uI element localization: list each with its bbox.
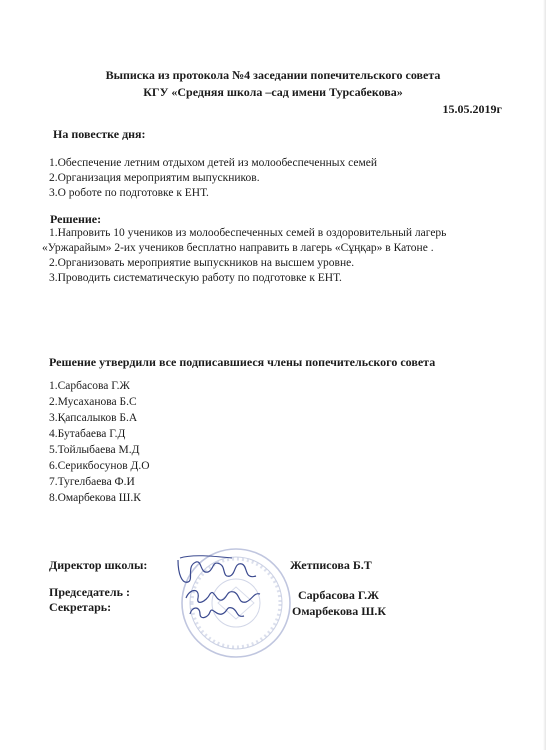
secretary-signature-icon (186, 600, 246, 624)
director-label: Директор школы: (49, 558, 148, 572)
director-name: Жетписова Б.Т (290, 558, 372, 572)
secretary-name: Омарбекова Ш.К (292, 604, 387, 618)
member-item: 1.Сарбасова Г.Ж (49, 380, 130, 392)
member-item: 2.Мусаханова Б.С (49, 396, 137, 408)
member-item: 3.Қапсалыков Б.А (49, 412, 138, 424)
member-item: 8.Омарбекова Ш.К (49, 492, 141, 504)
member-item: 6.Серикбосунов Д.О (49, 460, 150, 472)
agenda-heading: На повестке дня: (53, 127, 146, 141)
decision-line: 1.Напровить 10 учеников из молообеспеченных семей в оздоровительный лагерь (49, 227, 447, 239)
decision-heading: Решение: (50, 212, 102, 226)
decision-line: 2.Организовать мероприятие выпускников на высшем уровне. (49, 257, 355, 269)
chair-label: Председатель : (49, 585, 130, 599)
agenda-item: 3.О роботе по подготовке к ЕНТ. (49, 187, 209, 199)
secretary-label: Секретарь: (49, 600, 112, 614)
title-line-1: Выписка из протокола №4 заседании попечительского совета (105, 68, 441, 82)
document-date: 15.05.2019г (442, 102, 502, 116)
title-line-2: КГУ «Средняя школа –сад имени Турсабекова» (143, 85, 403, 99)
decision-line: 3.Проводить систематическую работу по подготовке к ЕНТ. (49, 272, 342, 284)
agenda-item: 2.Организация мероприятим выпускников. (49, 172, 260, 184)
agenda-item: 1.Обеспечение летним отдыхом детей из молообеспеченных семей (49, 157, 378, 169)
decision-line: «Уржарайым» 2-их учеников бесплатно направить в лагерь «Сұңқар» в Катоне . (42, 242, 434, 254)
member-item: 5.Тойлыбаева М.Д (49, 444, 140, 456)
chair-name: Сарбасова Г.Ж (298, 588, 379, 602)
approval-heading: Решение утвердили все подписавшиеся члены попечительского совета (49, 355, 436, 369)
member-item: 4.Бутабаева Г.Д (49, 428, 126, 440)
member-item: 7.Тугелбаева Ф.И (49, 476, 135, 488)
